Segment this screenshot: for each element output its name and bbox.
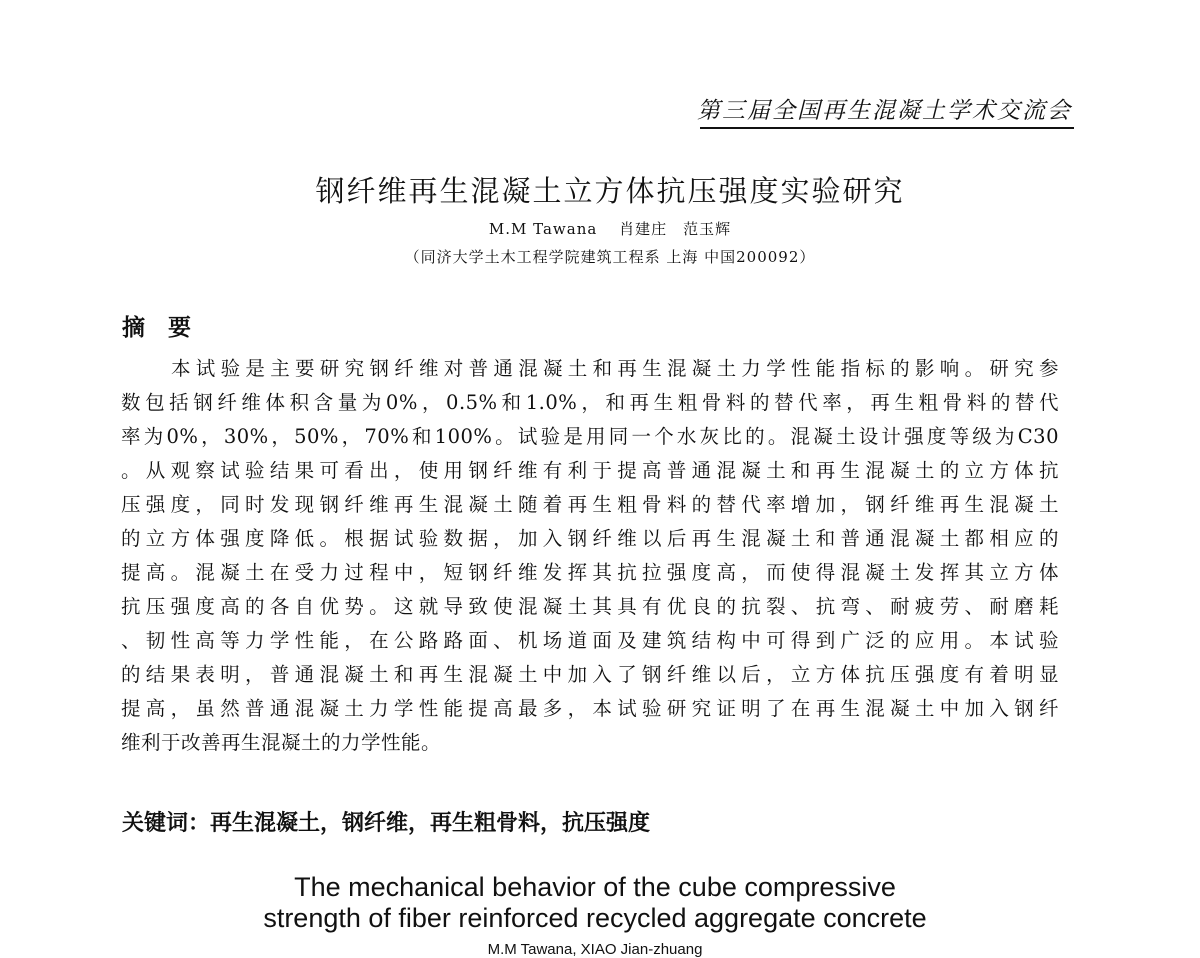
abstract-body [121, 352, 1059, 760]
abstract-line: 数包括钢纤维体积含量为0%，0.5%和1.0%，和再生粗骨料的替代率，再生粗骨料的替代 [121, 391, 1059, 414]
authors-cn: M.M Tawana 肖建庄 范玉辉 [488, 220, 732, 238]
paper-title-en [0, 872, 1190, 934]
abstract-line: 压强度，同时发现钢纤维再生混凝土随着再生粗骨料的替代率增加，钢纤维再生混凝土 [121, 493, 1059, 516]
paper-title-en-line1: The mechanical behavior of the cube compressive [294, 872, 896, 902]
abstract-line: 的立方体强度降低。根据试验数据，加入钢纤维以后再生混凝土和普通混凝土都相应的 [121, 527, 1059, 550]
abstract-line: 。从观察试验结果可看出，使用钢纤维有利于提高普通混凝土和再生混凝土的立方体抗 [121, 459, 1059, 482]
paper-title-en-line2: strength of fiber reinforced recycled aggregate concrete [263, 903, 927, 933]
abstract-line: 率为0%，30%，50%，70%和100%。试验是用同一个水灰比的。混凝土设计强度等级为C30 [121, 425, 1059, 448]
abstract-line: 本试验是主要研究钢纤维对普通混凝土和再生混凝土力学性能指标的影响。研究参 [171, 357, 1059, 380]
header-rule [700, 127, 1074, 129]
abstract-heading: 摘 要 [122, 315, 191, 341]
affiliation-cn: （同济大学土木工程学院建筑工程系 上海 中国200092） [404, 248, 816, 266]
paper-title-cn: 钢纤维再生混凝土立方体抗压强度实验研究 [315, 174, 905, 208]
authors-en: M.M Tawana, XIAO Jian-zhuang [487, 941, 703, 958]
abstract-line: 提高。混凝土在受力过程中，短钢纤维发挥其抗拉强度高，而使得混凝土发挥其立方体 [121, 561, 1059, 584]
conference-header: 第三届全国再生混凝土学术交流会 [697, 98, 1072, 124]
keywords: 关键词：再生混凝土，钢纤维，再生粗骨料，抗压强度 [122, 811, 651, 836]
abstract-line: 维利于改善再生混凝土的力学性能。 [121, 731, 442, 754]
abstract-line: 抗压强度高的各自优势。这就导致使混凝土其具有优良的抗裂、抗弯、耐疲劳、耐磨耗 [121, 595, 1059, 618]
abstract-line: 提高，虽然普通混凝土力学性能提高最多，本试验研究证明了在再生混凝土中加入钢纤 [121, 697, 1059, 720]
abstract-line: 的结果表明，普通混凝土和再生混凝土中加入了钢纤维以后，立方体抗压强度有着明显 [121, 663, 1059, 686]
abstract-line: 、韧性高等力学性能，在公路路面、机场道面及建筑结构中可得到广泛的应用。本试验 [121, 629, 1059, 652]
